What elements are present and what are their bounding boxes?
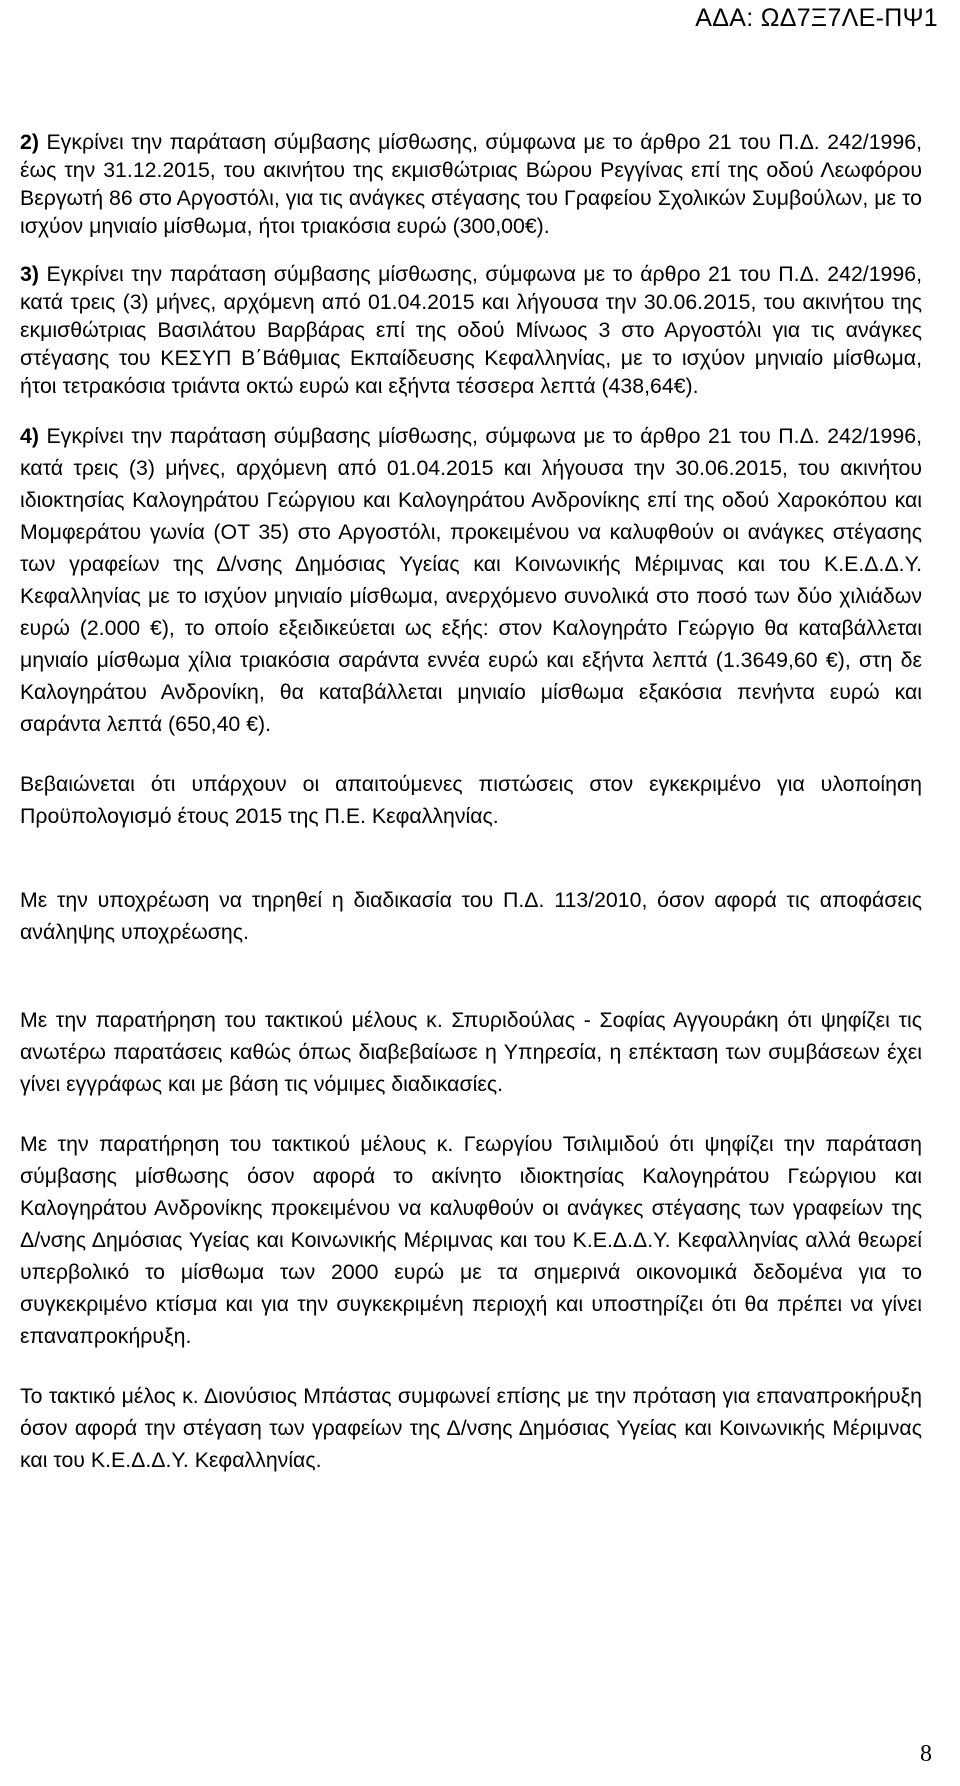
item-label: 3) [20, 262, 39, 286]
item-label: 4) [20, 424, 39, 448]
item-label: 2) [20, 130, 39, 154]
item-text: Εγκρίνει την παράταση σύμβασης μίσθωσης, σύμφωνα με το άρθρο 21 του Π.Δ. 242/1996, έως την 31.12.2015, του ακινήτου της εκμισθώτριας Βώρου Ρεγγίνας επί της οδού Λεωφόρου Βεργωτή 86 στο Αργοστόλι, για τις ανάγκες στέγασης του Γραφείου Σχολικών Συμβούλων, με το ισχύον μηνιαίο μίσθωμα, ήτοι τριακόσια ευρώ (300,00€). [20, 130, 922, 238]
ada-code: ΑΔΑ: ΩΔ7Ξ7ΛΕ-ΠΨ1 [695, 4, 938, 32]
certification-paragraph: Βεβαιώνεται ότι υπάρχουν οι απαιτούμενες πιστώσεις στον εγκεκριμένο για υλοποίηση Προϋπολογισμό έτους 2015 της Π.Ε. Κεφαλληνίας. [20, 772, 922, 828]
paragraph-item-2 [20, 128, 922, 240]
item-text: Εγκρίνει την παράταση σύμβασης μίσθωσης, σύμφωνα με το άρθρο 21 του Π.Δ. 242/1996, κατά τρεις (3) μήνες, αρχόμενη από 01.04.2015 και λήγουσα την 30.06.2015, του ακινήτου της εκμισθώτριας Βασιλάτου Βαρβάρας επί της οδού Μίνωος 3 στο Αργοστόλι για τις ανάγκες στέγασης του ΚΕΣΥΠ Β΄Βάθμιας Εκπαίδευσης Κεφαλληνίας, με το ισχύον μηνιαίο μίσθωμα, ήτοι τετρακόσια τριάντα οκτώ ευρώ και εξήντα τέσσερα λεπτά (438,64€). [20, 262, 922, 398]
page-number: 8 [920, 1741, 932, 1767]
remark-paragraph: Με την παρατήρηση του τακτικού μέλους κ. Γεωργίου Τσιλιμιδού ότι ψηφίζει την παράταση σύμβασης μίσθωσης όσον αφορά το ακίνητο ιδιοκτησίας Καλογηράτου Γεώργιου και Καλογηράτου Ανδρονίκης προκειμένου να καλυφθούν οι ανάγκες στέγασης των γραφείων της Δ/νσης Δημόσιας Υγείας και Κοινωνικής Μέριμνας και του Κ.Ε.Δ.Δ.Υ. Κεφαλληνίας αλλά θεωρεί υπερβολικό το μίσθωμα των 2000 ευρώ με τα σημερινά οικονομικά δεδομένα για το συγκεκριμένο κτίσμα και για την συγκεκριμένη περιοχή και υποστηρίζει ότι θα πρέπει να γίνει επαναπροκήρυξη. [20, 1132, 922, 1348]
item-text: Εγκρίνει την παράταση σύμβασης μίσθωσης, σύμφωνα με το άρθρο 21 του Π.Δ. 242/1996, κατά τρεις (3) μήνες, αρχόμενη από 01.04.2015 και λήγουσα την 30.06.2015, του ακινήτου ιδιοκτησίας Καλογηράτου Γεώργιου και Καλογηράτου Ανδρονίκης επί της οδού Χαροκόπου και Μομφεράτου γωνία (ΟΤ 35) στο Αργοστόλι, προκειμένου να καλυφθούν οι ανάγκες στέγασης των γραφείων της Δ/νσης Δημόσιας Υγείας και Κοινωνικής Μέριμνας και του Κ.Ε.Δ.Δ.Υ. Κεφαλληνίας με το ισχύον μηνιαίο μίσθωμα, ανερχόμενο συνολικά στο ποσό των δύο χιλιάδων ευρώ (2.000 €), το οποίο εξειδικεύεται ως εξής: στον Καλογηράτο Γεώργιο θα καταβάλλεται μηνιαίο μίσθωμα χίλια τριακόσια σαράντα εννέα ευρώ και εξήντα λεπτά (1.3649,60 €), στη δε Καλογηράτου Ανδρονίκη, θα καταβάλλεται μηνιαίο μίσθωμα εξακόσια πενήντα ευρώ και σαράντα λεπτά (650,40 €). [20, 424, 922, 736]
paragraph-item-3 [20, 260, 922, 400]
paragraph-item-4 [20, 420, 922, 740]
remark-paragraph: Το τακτικό μέλος κ. Διονύσιος Μπάστας συμφωνεί επίσης με την πρόταση για επαναπροκήρυξη όσον αφορά την στέγαση των γραφείων της Δ/νσης Δημόσιας Υγείας και Κοινωνικής Μέριμνας και του Κ.Ε.Δ.Δ.Υ. Κεφαλληνίας. [20, 1384, 922, 1472]
obligation-paragraph: Με την υποχρέωση να τηρηθεί η διαδικασία του Π.Δ. 113/2010, όσον αφορά τις αποφάσεις ανάληψης υποχρέωσης. [20, 888, 922, 944]
document-body [20, 128, 922, 1476]
remark-paragraph: Με την παρατήρηση του τακτικού μέλους κ. Σπυριδούλας - Σοφίας Αγγουράκη ότι ψηφίζει τις ανωτέρω παρατάσεις καθώς όπως διαβεβαίωσε η Υπηρεσία, η επέκταση των συμβάσεων έχει γίνει εγγράφως και με βάση τις νόμιμες διαδικασίες. [20, 1008, 922, 1096]
